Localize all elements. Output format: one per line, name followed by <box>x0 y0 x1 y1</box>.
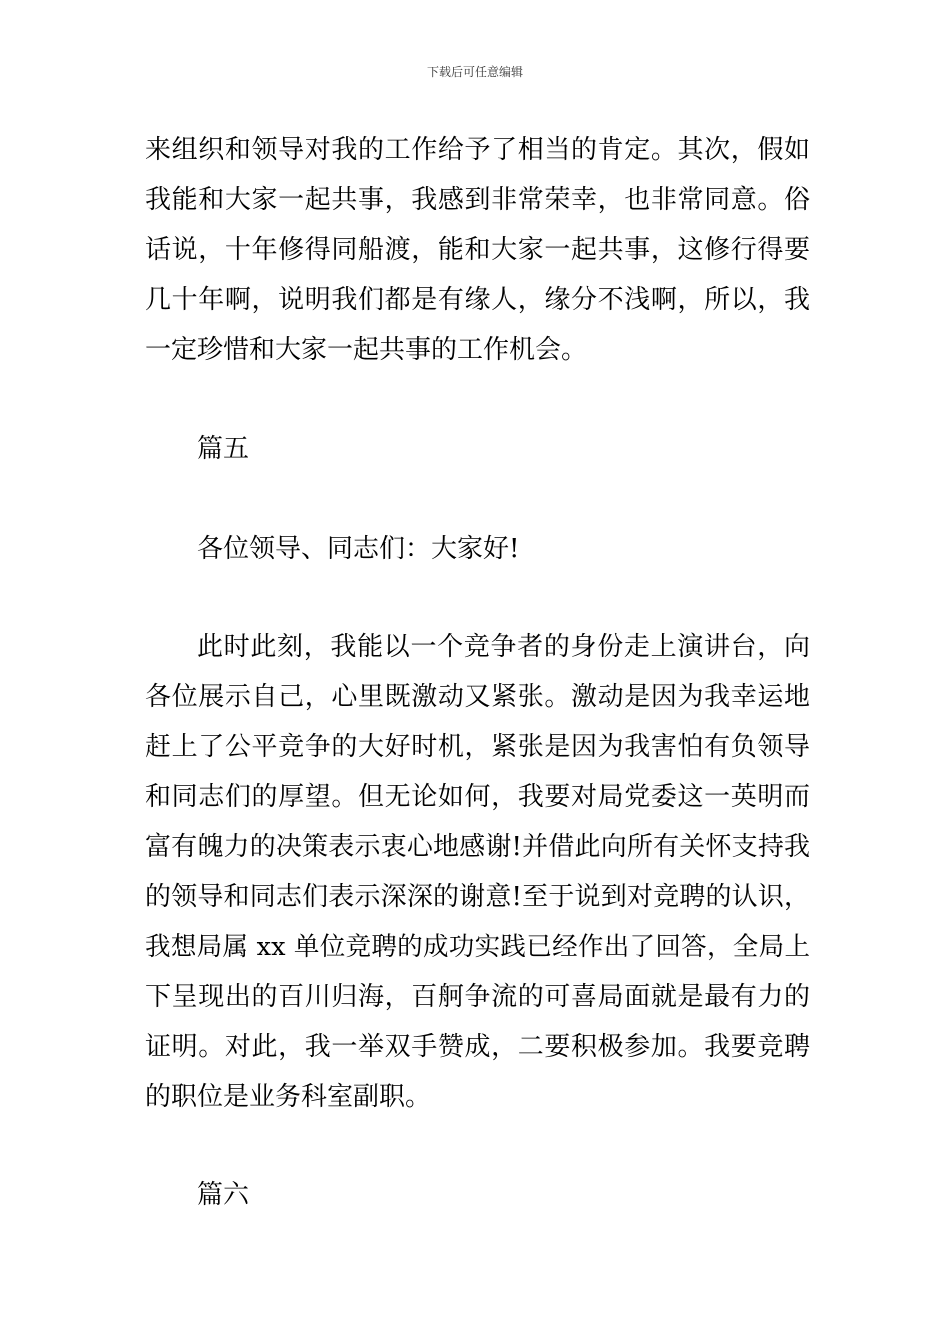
paragraph-line: 富有魄力的决策表示衷心地感谢!并借此向所有关怀支持我 <box>145 832 810 862</box>
paragraph-line: 的领导和同志们表示深深的谢意!至于说到对竞聘的认识， <box>145 882 810 912</box>
paragraph-line: 的职位是业务科室副职。 <box>145 1082 432 1112</box>
paragraph-line: 一定珍惜和大家一起共事的工作机会。 <box>145 335 588 365</box>
paragraph-line: 话说，十年修得同船渡，能和大家一起共事，这修行得要 <box>145 235 810 265</box>
paragraph-line: 我想局属 xx 单位竞聘的成功实践已经作出了回答，全局上 <box>145 932 810 962</box>
section-heading-5: 篇五 <box>197 434 250 464</box>
paragraph-line: 各位展示自己，心里既激动又紧张。激动是因为我幸运地 <box>145 682 810 712</box>
page-header: 下载后可任意编辑 <box>426 65 523 79</box>
paragraph-line: 赶上了公平竞争的大好时机，紧张是因为我害怕有负领导 <box>145 732 810 762</box>
paragraph-line: 下呈现出的百川归海，百舸争流的可喜局面就是最有力的 <box>145 982 810 1012</box>
paragraph-line: 此时此刻，我能以一个竞争者的身份走上演讲台，向 <box>197 632 810 662</box>
paragraph-line: 和同志们的厚望。但无论如何，我要对局党委这一英明而 <box>145 782 810 812</box>
paragraph-line: 来组织和领导对我的工作给予了相当的肯定。其次，假如 <box>145 135 810 165</box>
paragraph-line: 我能和大家一起共事，我感到非常荣幸，也非常同意。俗 <box>145 185 810 215</box>
greeting-line: 各位领导、同志们：大家好! <box>197 534 520 564</box>
paragraph-line: 证明。对此，我一举双手赞成，二要积极参加。我要竞聘 <box>145 1032 810 1062</box>
paragraph-line: 几十年啊，说明我们都是有缘人，缘分不浅啊，所以，我 <box>145 285 810 315</box>
section-heading-6: 篇六 <box>197 1180 250 1210</box>
